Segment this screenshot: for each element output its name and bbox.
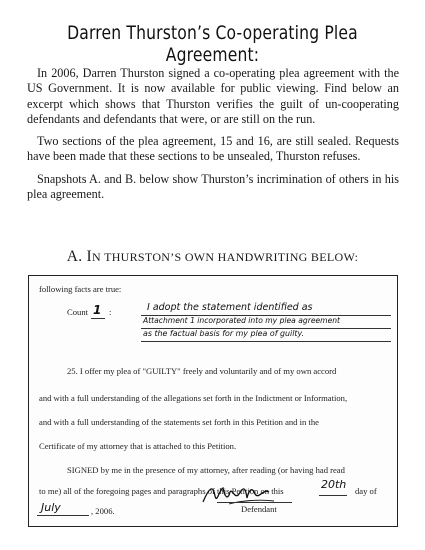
day-suffix: day of — [355, 486, 377, 496]
signature-line — [217, 502, 292, 503]
handwritten-line-1: I adopt the statement identified as — [147, 302, 313, 313]
section-a-heading-rest: N THURSTON’S OWN HANDWRITING BELOW: — [92, 250, 359, 264]
section-a-heading-prefix: A. I — [66, 248, 93, 265]
intro-paragraph-1: In 2006, Darren Thurston signed a co-operating plea agreement with the US Government. It is now available for public viewing. Find below an excerpt which shows that Thurston verifies the guilt of un-cooperating defendants and defendants that were, or are still on the run. — [27, 66, 399, 126]
month-handwritten: July — [41, 501, 61, 514]
count-underline — [91, 318, 105, 319]
handwritten-line-2: Attachment 1 incorporated into my plea agreement — [143, 316, 341, 325]
handwritten-line-3: as the factual basis for my plea of guilty. — [143, 329, 305, 338]
year-text: , 2006. — [91, 506, 115, 516]
intro-paragraph-2: Two sections of the plea agreement, 15 and 16, are still sealed. Requests have been made that these sections to be unsealed, Thurston refuses. — [27, 134, 399, 164]
section-a-heading — [0, 248, 425, 266]
signed-line-1: SIGNED by me in the presence of my attorney, after reading (or having had read — [67, 465, 345, 475]
para-25-line-4: Certificate of my attorney that is attached to this Petition. — [39, 441, 237, 451]
day-underline — [319, 495, 347, 496]
para-25-line-3: and with a full understanding of the statements set forth in this Petition and in the — [39, 417, 319, 427]
para-25-line-1: 25. I offer my plea of "GUILTY" freely and voluntarily and of my own accord — [67, 366, 337, 376]
month-underline — [37, 515, 89, 516]
intro-text — [27, 66, 399, 209]
page-title: Darren Thurston’s Co-operating Plea Agreement: — [67, 22, 358, 66]
handwriting-rule-3 — [141, 341, 391, 342]
day-handwritten: 20th — [321, 478, 347, 491]
facts-line: following facts are true: — [39, 284, 122, 294]
para-25-line-2: and with a full understanding of the allegations set forth in the Indictment or Information, — [39, 393, 348, 403]
count-colon: : — [109, 307, 112, 317]
count-label: Count — [67, 307, 89, 317]
count-number: 1 — [93, 303, 102, 317]
plea-document-snapshot — [28, 275, 398, 527]
intro-paragraph-3: Snapshots A. and B. below show Thurston’s incrimination of others in his plea agreement. — [27, 171, 399, 202]
defendant-label: Defendant — [241, 504, 277, 514]
signed-line-2: to me) all of the foregoing pages and paragraphs of this Petition on this — [39, 486, 284, 496]
